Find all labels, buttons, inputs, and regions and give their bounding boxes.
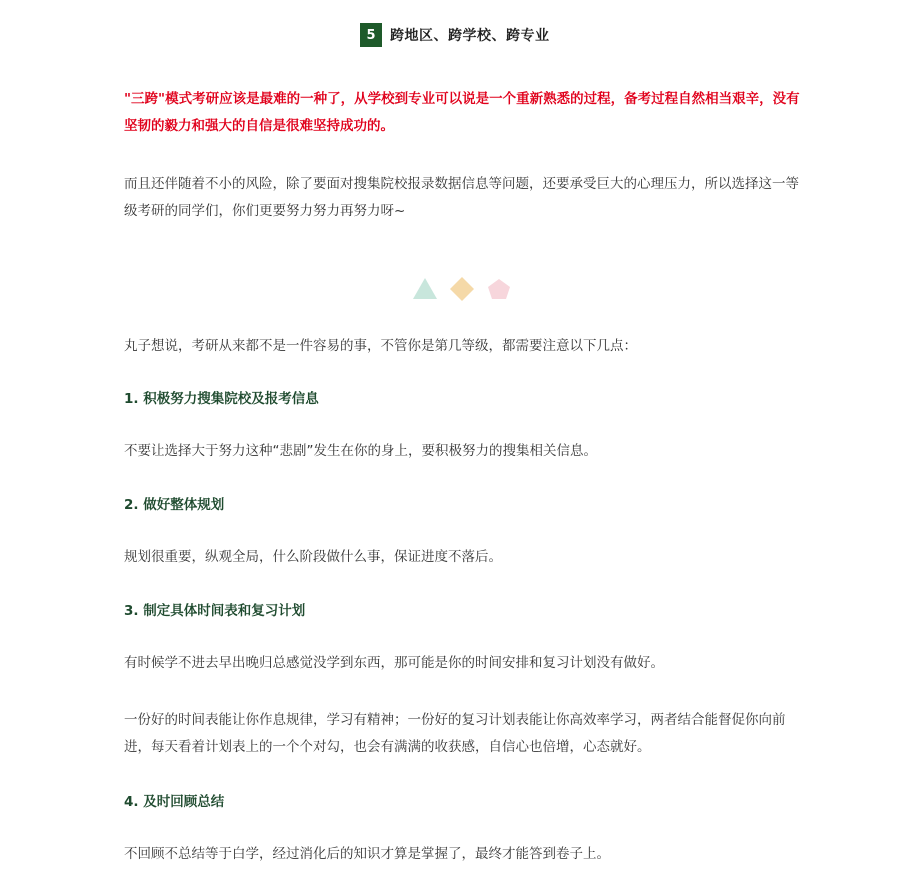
tip-heading-1: 1. 积极努力搜集院校及报考信息 [124, 391, 319, 407]
tip-paragraph-3b: 一份好的时间表能让你作息规律，学习有精神；一份好的复习计划表能让你高效率学习，两者结合能督促你向前进，每天看着计划表上的一个个对勾，也会有满满的收获感，自信心也倍增，心态就好。 [124, 712, 786, 755]
highlight-paragraph: "三跨"模式考研应该是最难的一种了，从学校到专业可以说是一个重新熟悉的过程，备考过程自然相当艰辛，没有坚韧的毅力和强大的自信是很难坚持成功的。 [124, 91, 800, 134]
tip-paragraph-2: 规划很重要，纵观全局，什么阶段做什么事，保证进度不落后。 [124, 549, 502, 565]
decoration-divider [410, 276, 520, 302]
pentagon-icon [488, 279, 510, 299]
lead-paragraph: 丸子想说，考研从来都不是一件容易的事，不管你是第几等级，都需要注意以下几点： [124, 338, 637, 354]
tip-paragraph-3a: 有时候学不进去早出晚归总感觉没学到东西，那可能是你的时间安排和复习计划没有做好。 [124, 655, 664, 671]
section-title: 跨地区、跨学校、跨专业 [390, 28, 550, 44]
intro-paragraph: 而且还伴随着不小的风险，除了要面对搜集院校报录数据信息等问题，还要承受巨大的心理压力，所以选择这一等级考研的同学们，你们更要努力努力再努力呀~ [124, 176, 799, 219]
section-header [360, 22, 550, 48]
triangle-icon [413, 278, 437, 299]
tip-heading-4: 4. 及时回顾总结 [124, 794, 225, 810]
tip-paragraph-4: 不回顾不总结等于白学，经过消化后的知识才算是掌握了，最终才能答到卷子上。 [124, 846, 610, 862]
tip-paragraph-1: 不要让选择大于努力这种“悲剧”发生在你的身上，要积极努力的搜集相关信息。 [124, 443, 597, 459]
section-number-badge: 5 [360, 23, 382, 47]
tip-heading-3: 3. 制定具体时间表和复习计划 [124, 603, 306, 619]
tip-heading-2: 2. 做好整体规划 [124, 497, 225, 513]
diamond-icon [450, 277, 474, 301]
